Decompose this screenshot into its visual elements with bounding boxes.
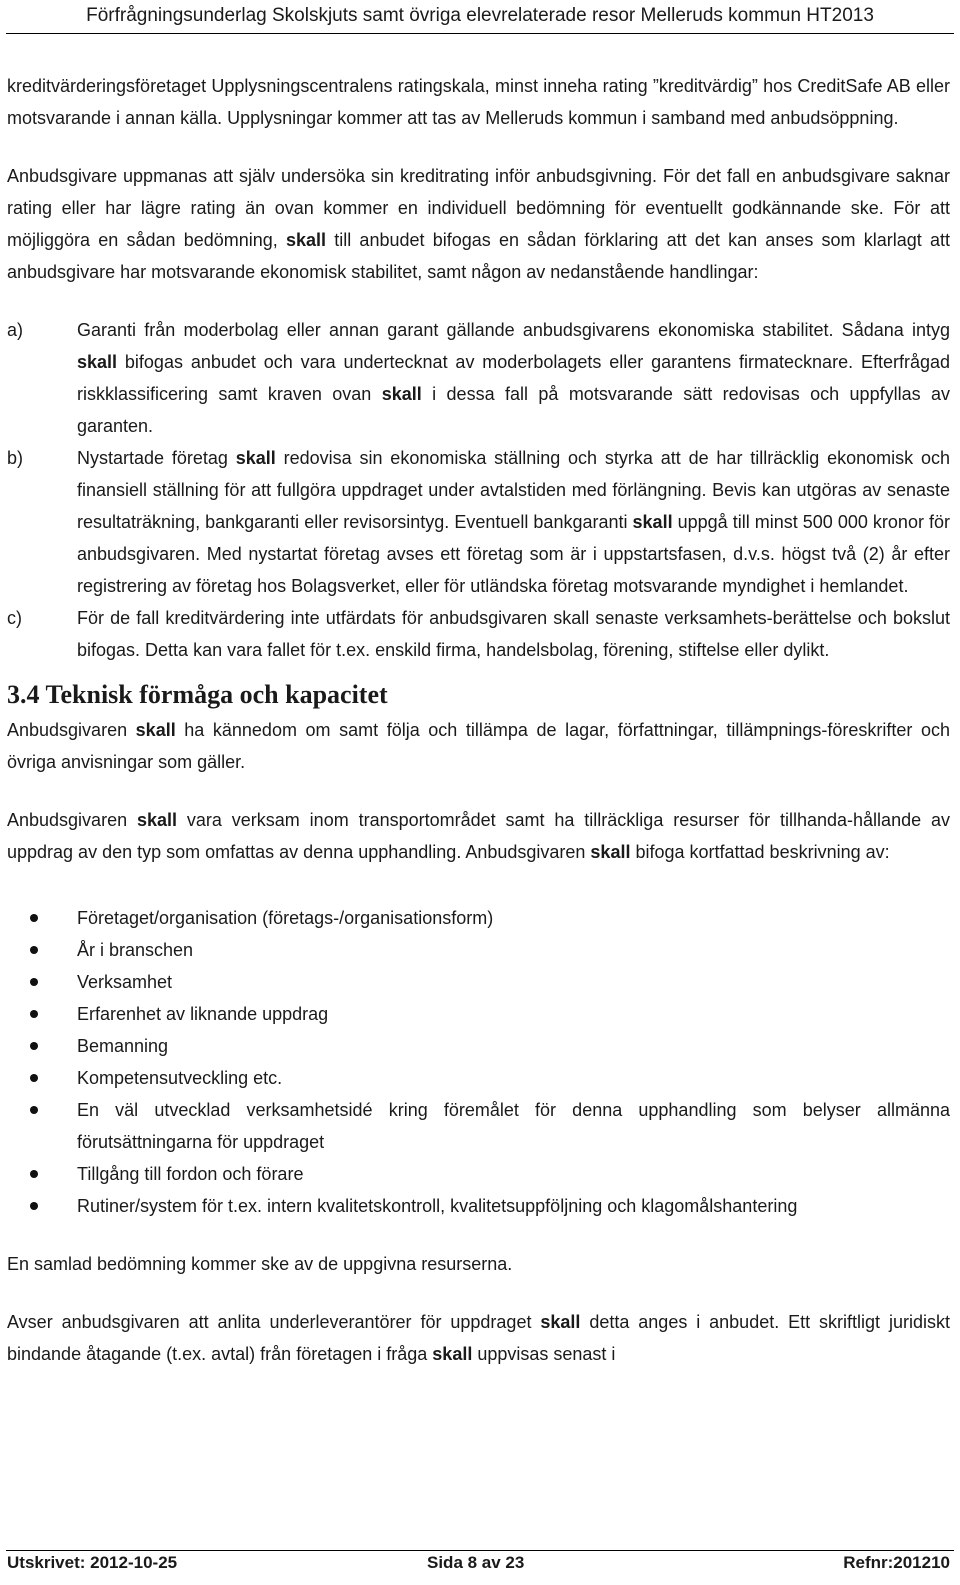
paragraph-resources — [7, 804, 950, 868]
bullet-item — [7, 902, 950, 934]
text-run: bifoga kortfattad beskrivning av: — [630, 842, 890, 862]
list-item-a — [7, 314, 950, 442]
bullet-item — [7, 966, 950, 998]
bold-skall: skall — [540, 1312, 581, 1332]
text-run: uppvisas senast i — [472, 1344, 616, 1364]
document-body — [7, 70, 950, 1370]
text-run: Avser anbudsgivaren att anlita underleverantörer för uppdraget — [7, 1312, 541, 1332]
bullet-icon — [30, 914, 38, 922]
paragraph-credit-rating: kreditvärderingsföretaget Upplysningscentralens ratingskala, minst inneha rating ”kreditvärdig” hos CreditSafe AB eller motsvarande i annan källa. Upplysningar kommer att tas av Melleruds kommun i samband med anbudsöppning. — [7, 76, 950, 128]
section-heading: 3.4 Teknisk förmåga och kapacitet — [7, 680, 388, 709]
header-divider — [6, 33, 954, 34]
bullet-text: En väl utvecklad verksamhetsidé kring föremålet för denna upphandling som belyser allmänna förutsättningarna för uppdraget — [77, 1100, 950, 1152]
bullet-item — [7, 1190, 950, 1222]
text-run: Anbudsgivaren — [7, 720, 136, 740]
bullet-text: Tillgång till fordon och förare — [77, 1164, 304, 1184]
bold-skall: skall — [632, 512, 673, 532]
bullet-icon — [30, 1010, 38, 1018]
bullet-text: Kompetensutveckling etc. — [77, 1068, 283, 1088]
footer-page-number: Sida 8 av 23 — [427, 1553, 525, 1572]
text-run: bifogas anbudet och vara undertecknat av moderbolagets eller garantens firmatecknare. Efterfrågad riskklassificering samt kraven ovan — [77, 352, 950, 404]
text-run: ha kännedom om samt följa och tillämpa de lagar, författningar, tillämpnings-föreskrifter och övriga anvisningar som gäller. — [7, 720, 950, 772]
bold-skall: skall — [285, 230, 327, 250]
bullet-text: Verksamhet — [77, 972, 173, 992]
bold-skall: skall — [381, 384, 422, 404]
text-run: uppgå till minst 500 000 kronor för anbudsgivaren. Med nystartat företag avses ett företag som är i uppstartsfasen, d.v.s. högst två (2) år efter registrering av företag hos Bolagsverket, eller för utländska företag motsvarande myndighet i hemlandet. — [77, 512, 950, 596]
text-run: redovisa sin ekonomiska ställning och styrka att de har tillräcklig ekonomisk och finansiell ställning för att fullgöra uppdraget under avtalstiden med förlängning. Bevis kan utgöras av senaste resultaträkning, bankgaranti eller revisorsintyg. Eventuell bankgaranti — [77, 448, 950, 532]
bullet-icon — [30, 978, 38, 986]
bullet-icon — [30, 1106, 38, 1114]
text-run: Anbudsgivare uppmanas att själv undersöka sin kreditrating inför anbudsgivning. För det fall en anbudsgivare saknar rating eller har lägre rating än ovan kommer en individuell bedömning för eventuellt godkännande ske. För att möjliggöra en sådan bedömning, — [7, 166, 950, 250]
bold-skall: skall — [135, 720, 176, 740]
bold-skall: skall — [235, 448, 276, 468]
bullet-item — [7, 1158, 950, 1190]
document-list — [7, 314, 950, 666]
bullet-icon — [30, 1202, 38, 1210]
bullet-icon — [30, 946, 38, 954]
text-run: till anbudet bifogas en sådan förklaring att det kan anses som klarlagt att anbudsgivare har motsvarande ekonomisk stabilitet, samt någon av nedanstående handlingar: — [7, 230, 950, 282]
bullet-text: År i branschen — [77, 940, 194, 960]
text-run: Anbudsgivaren — [7, 810, 137, 830]
bullet-text: Bemanning — [77, 1036, 169, 1056]
list-marker: a) — [7, 320, 24, 340]
footer-reference: Refnr:201210 — [843, 1553, 950, 1572]
bullet-item — [7, 1094, 950, 1158]
bullet-item — [7, 998, 950, 1030]
list-item-b — [7, 442, 950, 602]
text-run: i dessa fall på motsvarande sätt redovisas och uppfyllas av garanten. — [77, 384, 950, 436]
page-footer — [7, 1553, 950, 1585]
text-run: Garanti från moderbolag eller annan garant gällande anbudsgivarens ekonomiska stabilitet. Sådana intyg — [77, 320, 950, 340]
text-run: För de fall kreditvärdering inte utfärdats för anbudsgivaren skall senaste verksamhets-berättelse och bokslut bifogas. Detta kan vara fallet för t.ex. enskild firma, handelsbolag, förening, stiftelse eller dylikt. — [77, 608, 950, 660]
bullet-icon — [30, 1042, 38, 1050]
bullet-icon — [30, 1074, 38, 1082]
list-marker: b) — [7, 448, 24, 468]
bold-skall: skall — [136, 810, 178, 830]
footer-divider — [6, 1550, 954, 1551]
bold-skall: skall — [590, 842, 631, 862]
bold-skall: skall — [77, 352, 118, 372]
list-item-c — [7, 602, 950, 666]
text-run: detta anges i anbudet. Ett skriftligt juridiskt bindande åtagande (t.ex. avtal) från företagen i fråga — [7, 1312, 950, 1364]
paragraph-laws — [7, 714, 950, 778]
bullet-list — [7, 902, 950, 1222]
bullet-text: Företaget/organisation (företags-/organisationsform) — [77, 908, 494, 928]
paragraph-assessment: En samlad bedömning kommer ske av de uppgivna resurserna. — [7, 1254, 513, 1274]
paragraph-rating-requirements — [7, 160, 950, 288]
text-run: vara verksam inom transportområdet samt ha tillräckliga resurser för tillhanda-hållande av uppdrag av den typ som omfattas av denna upphandling. Anbudsgivaren — [7, 810, 950, 862]
bold-skall: skall — [432, 1344, 473, 1364]
bullet-item — [7, 934, 950, 966]
bullet-item — [7, 1030, 950, 1062]
text-run: Nystartade företag — [77, 448, 236, 468]
bullet-icon — [30, 1170, 38, 1178]
list-marker: c) — [7, 608, 22, 628]
page-header-title: Förfrågningsunderlag Skolskjuts samt övriga elevrelaterade resor Melleruds kommun HT2013 — [86, 5, 874, 26]
bullet-text: Rutiner/system för t.ex. intern kvalitetskontroll, kvalitetsuppföljning och klagomålshantering — [77, 1196, 798, 1216]
bullet-item — [7, 1062, 950, 1094]
bullet-text: Erfarenhet av liknande uppdrag — [77, 1004, 329, 1024]
paragraph-subcontractors — [7, 1306, 950, 1370]
footer-printed-date: Utskrivet: 2012-10-25 — [7, 1553, 178, 1572]
